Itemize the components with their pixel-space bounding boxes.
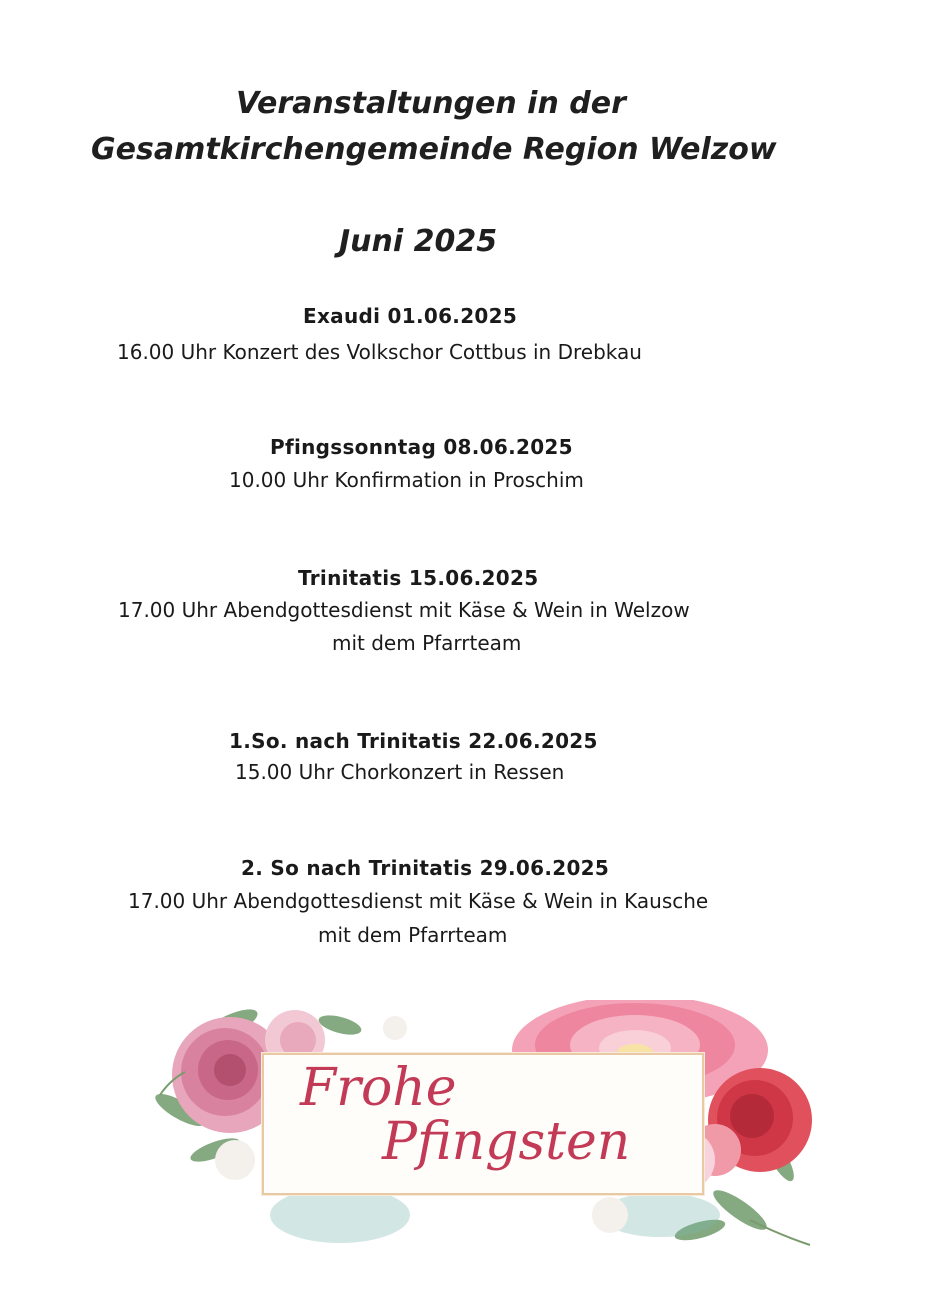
page-title-line-1: Veranstaltungen in der bbox=[236, 86, 626, 121]
event-line: 15.00 Uhr Chorkonzert in Ressen bbox=[235, 760, 565, 784]
event-heading-pfingssonntag: Pfingssonntag 08.06.2025 bbox=[270, 435, 573, 459]
teal-wash bbox=[270, 1187, 720, 1243]
event-line: 17.00 Uhr Abendgottesdienst mit Käse & Wein in Welzow bbox=[118, 598, 690, 622]
month-title: Juni 2025 bbox=[339, 224, 498, 259]
event-heading-exaudi: Exaudi 01.06.2025 bbox=[303, 304, 518, 328]
event-line: mit dem Pfarrteam bbox=[332, 631, 522, 655]
event-line: mit dem Pfarrteam bbox=[318, 923, 508, 947]
event-line: 10.00 Uhr Konfirmation in Proschim bbox=[229, 468, 584, 492]
page-title-line-2: Gesamtkirchengemeinde Region Welzow bbox=[91, 132, 777, 167]
greeting-word-2: Pfingsten bbox=[382, 1112, 631, 1172]
event-line: 17.00 Uhr Abendgottesdienst mit Käse & Wein in Kausche bbox=[128, 889, 709, 913]
event-heading-trinitatis: Trinitatis 15.06.2025 bbox=[298, 566, 539, 590]
event-line: 16.00 Uhr Konzert des Volkschor Cottbus in Drebkau bbox=[117, 340, 642, 364]
event-heading-1-so-nach-trinitatis: 1.So. nach Trinitatis 22.06.2025 bbox=[229, 729, 598, 753]
greeting-word-1: Frohe bbox=[300, 1058, 457, 1118]
event-heading-2-so-nach-trinitatis: 2. So nach Trinitatis 29.06.2025 bbox=[241, 856, 610, 880]
